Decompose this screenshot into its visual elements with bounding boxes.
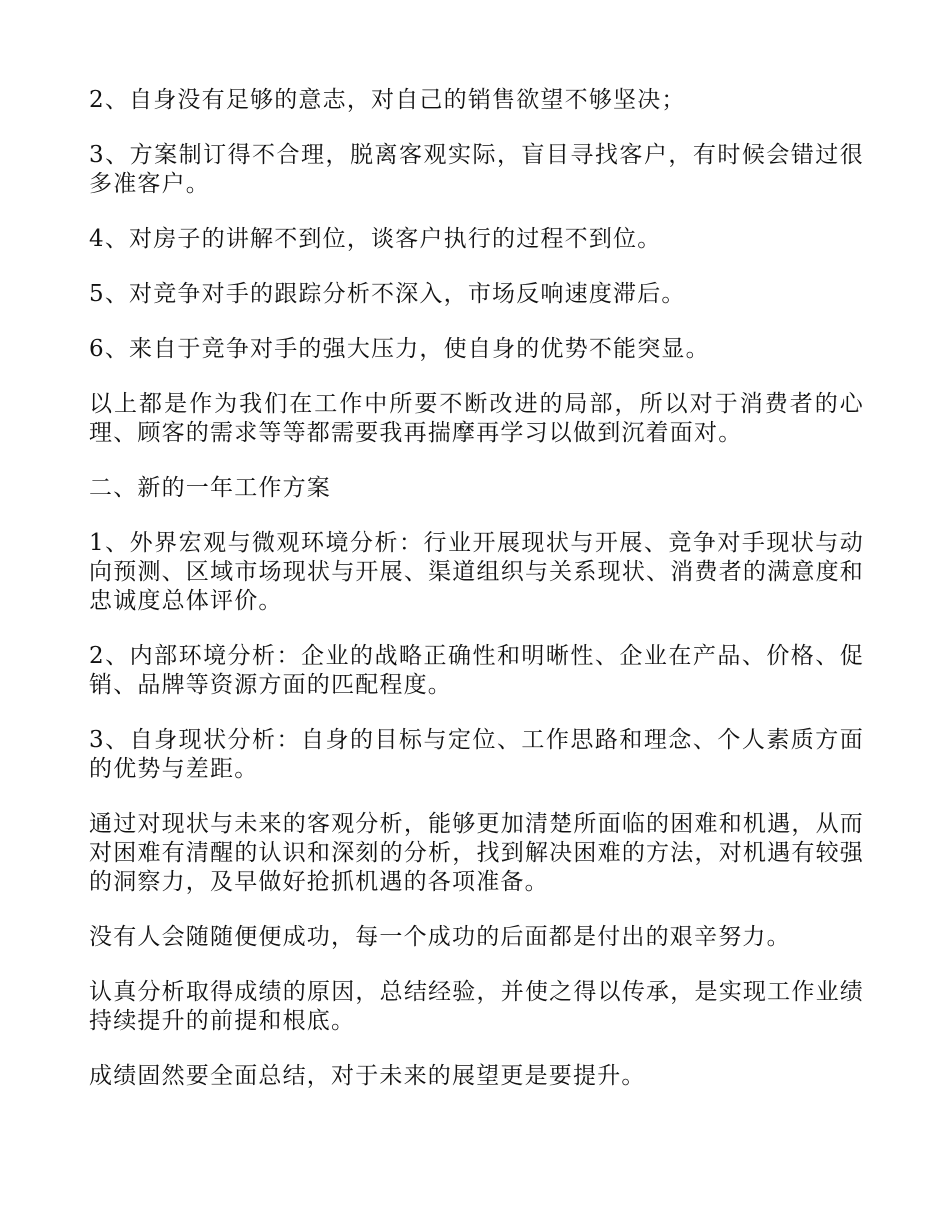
section-heading: 二、新的一年工作方案 bbox=[89, 475, 331, 501]
paragraph-4: 5、对竞争对手的跟踪分析不深入，市场反响速度滞后。 bbox=[89, 281, 686, 307]
paragraph-13: 成绩固然要全面总结，对于未来的展望更是要提升。 bbox=[89, 1063, 646, 1089]
paragraph-1: 2、自身没有足够的意志，对自己的销售欲望不够坚决； bbox=[89, 87, 686, 113]
paragraph-7: 1、外界宏观与微观环境分析：行业开展现状与开展、竞争对手现状与动向预测、区域市场现状与开展、渠道组织与关系现状、消费者的满意度和忠诚度总体评价。 bbox=[89, 530, 864, 614]
paragraph-11: 没有人会随随便便成功，每一个成功的后面都是付出的艰辛努力。 bbox=[89, 924, 791, 950]
paragraph-8: 2、内部环境分析：企业的战略正确性和明晰性、企业在产品、价格、促销、品牌等资源方面的匹配程度。 bbox=[89, 643, 864, 698]
paragraph-5: 6、来自于竞争对手的强大压力，使自身的优势不能突显。 bbox=[89, 336, 710, 362]
paragraph-10: 通过对现状与未来的客观分析，能够更加清楚所面临的困难和机遇，从而对困难有清醒的认识和深刻的分析，找到解决困难的方法，对机遇有较强的洞察力，及早做好抢抓机遇的各项准备。 bbox=[89, 811, 864, 895]
paragraph-12: 认真分析取得成绩的原因，总结经验，并使之得以传承，是实现工作业绩持续提升的前提和根底。 bbox=[89, 979, 864, 1034]
paragraph-2: 3、方案制订得不合理，脱离客观实际，盲目寻找客户，有时候会错过很多准客户。 bbox=[89, 142, 864, 197]
paragraph-3: 4、对房子的讲解不到位，谈客户执行的过程不到位。 bbox=[89, 226, 662, 252]
document-body bbox=[89, 86, 864, 1117]
paragraph-6: 以上都是作为我们在工作中所要不断改进的局部，所以对于消费者的心理、顾客的需求等等都需要我再揣摩再学习以做到沉着面对。 bbox=[89, 391, 864, 446]
paragraph-9: 3、自身现状分析：自身的目标与定位、工作思路和理念、个人素质方面的优势与差距。 bbox=[89, 727, 864, 782]
